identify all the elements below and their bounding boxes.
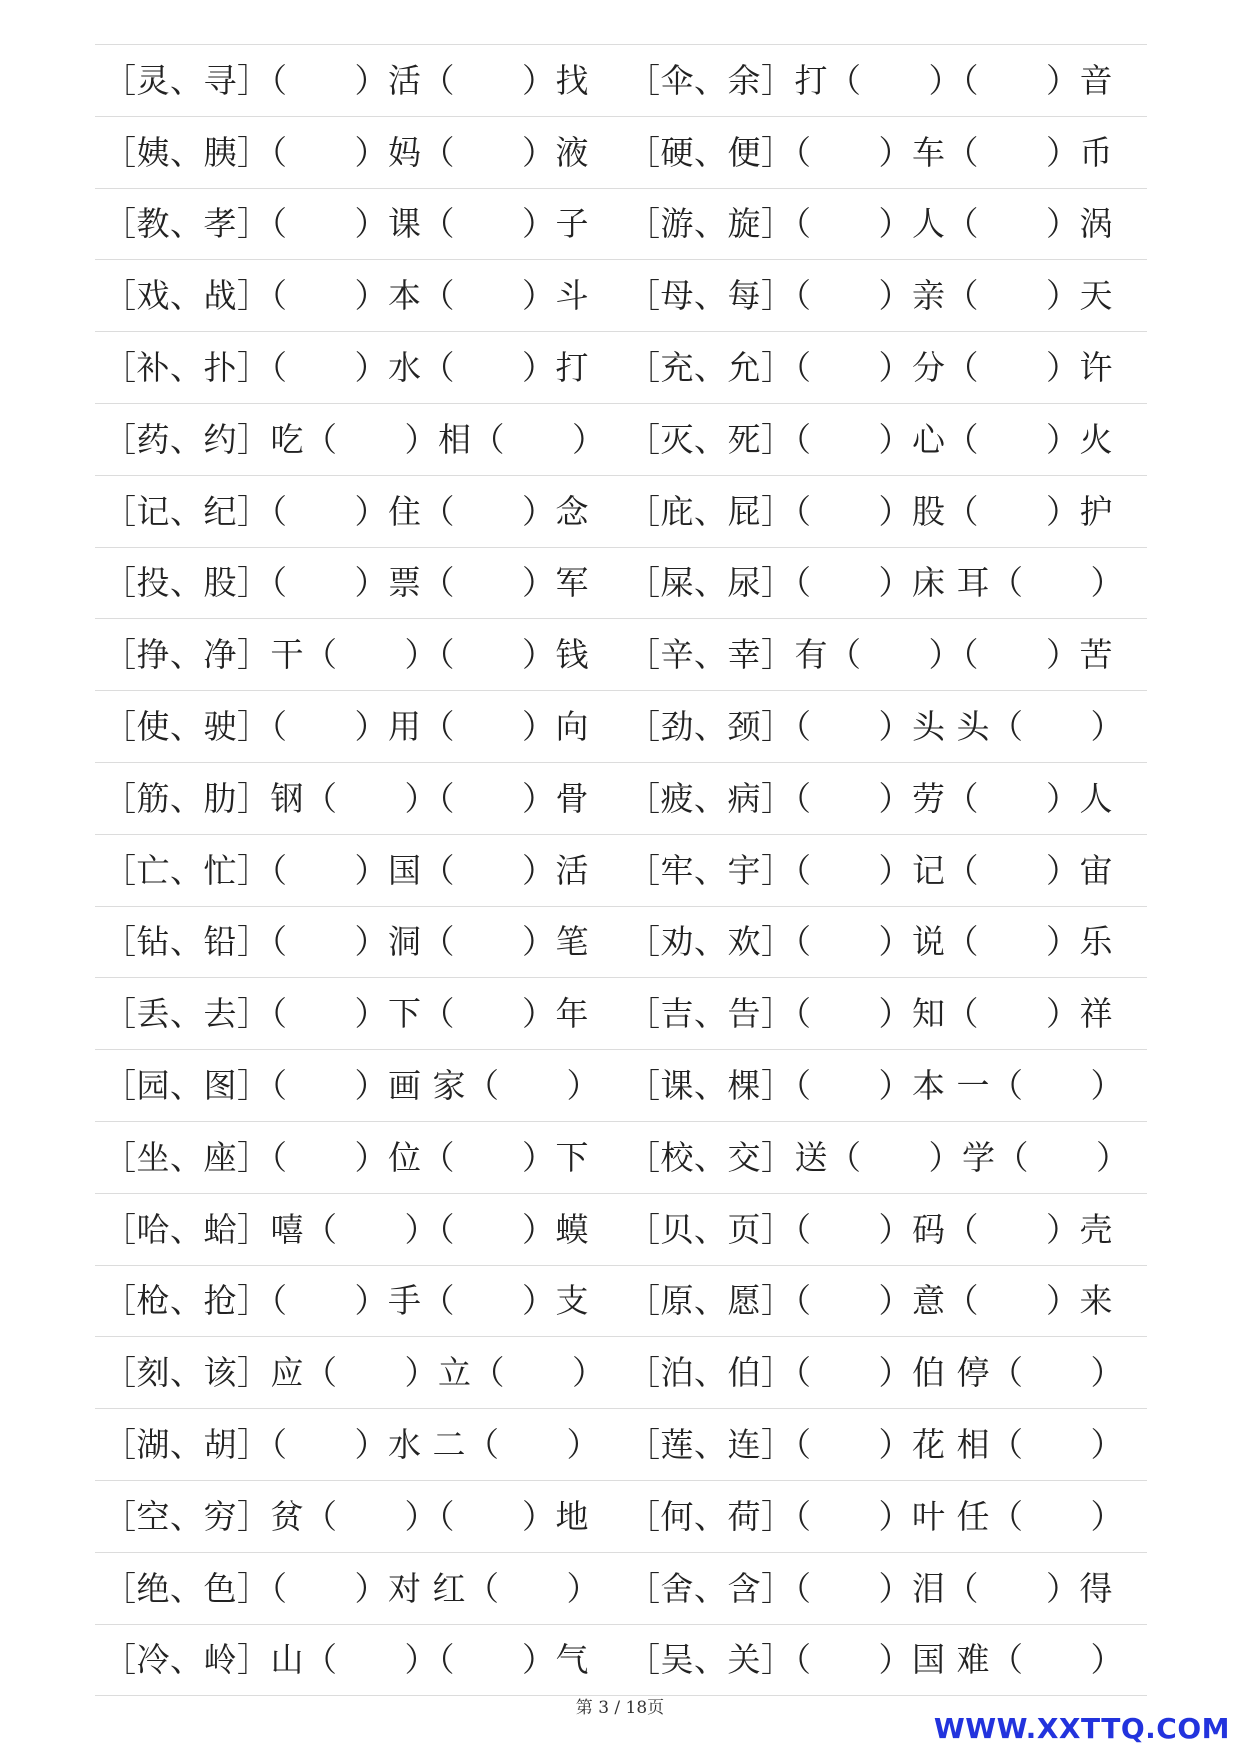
exercise-row [95, 476, 1147, 548]
exercise-item-left: ［教、孝］（ ）课（ ）子 [103, 204, 589, 244]
exercise-item-left: ［冷、岭］山（ ）（ ）气 [103, 1640, 589, 1680]
exercise-row [95, 260, 1147, 332]
exercise-item-right: ［疲、病］（ ）劳（ ）人 [627, 778, 1113, 818]
exercise-row [95, 1409, 1147, 1481]
exercise-row [95, 763, 1147, 835]
exercise-item-right: ［原、愿］（ ）意（ ）来 [627, 1281, 1113, 1321]
exercise-item-left: ［绝、色］（ ）对 红（ ） [103, 1568, 600, 1608]
exercise-row [95, 619, 1147, 691]
exercise-item-right: ［硬、便］（ ）车（ ）币 [627, 132, 1113, 172]
exercise-row [95, 1625, 1147, 1697]
exercise-item-right: ［课、棵］（ ）本 一（ ） [627, 1066, 1124, 1106]
exercise-item-right: ［牢、宇］（ ）记（ ）宙 [627, 850, 1113, 890]
page-number: 第 3 / 18页 [575, 1698, 665, 1718]
exercise-item-left: ［戏、战］（ ）本（ ）斗 [103, 276, 589, 316]
exercise-row [95, 1337, 1147, 1409]
exercise-row [95, 1122, 1147, 1194]
exercise-item-right: ［伞、余］打（ ）（ ）音 [627, 60, 1113, 100]
exercise-row [95, 45, 1147, 117]
exercise-row [95, 1481, 1147, 1553]
exercise-item-left: ［筋、肋］钢（ ）（ ）骨 [103, 778, 589, 818]
exercise-item-right: ［贝、页］（ ）码（ ）壳 [627, 1209, 1113, 1249]
exercise-item-right: ［劝、欢］（ ）说（ ）乐 [627, 922, 1113, 962]
exercise-item-left: ［灵、寻］（ ）活（ ）找 [103, 60, 589, 100]
exercise-row [95, 835, 1147, 907]
exercise-row [95, 1266, 1147, 1338]
exercise-row [95, 332, 1147, 404]
exercise-item-right: ［灭、死］（ ）心（ ）火 [627, 419, 1113, 459]
exercise-item-left: ［刻、该］应（ ）立（ ） [103, 1353, 606, 1393]
exercise-item-left: ［药、约］吃（ ）相（ ） [103, 419, 606, 459]
exercise-row [95, 117, 1147, 189]
exercise-item-right: ［充、允］（ ）分（ ）许 [627, 348, 1113, 388]
exercise-row [95, 907, 1147, 979]
exercise-item-right: ［泊、伯］（ ）伯 停（ ） [627, 1353, 1124, 1393]
exercise-item-left: ［投、股］（ ）票（ ）军 [103, 563, 589, 603]
exercise-item-left: ［枪、抢］（ ）手（ ）支 [103, 1281, 589, 1321]
exercise-row [95, 1553, 1147, 1625]
exercise-item-right: ［屎、尿］（ ）床 耳（ ） [627, 563, 1124, 603]
exercise-row [95, 978, 1147, 1050]
exercise-item-right: ［庇、屁］（ ）股（ ）护 [627, 491, 1113, 531]
exercise-item-right: ［游、旋］（ ）人（ ）涡 [627, 204, 1113, 244]
exercise-item-right: ［校、交］送（ ）学（ ） [627, 1137, 1130, 1177]
exercise-row [95, 404, 1147, 476]
exercise-row [95, 691, 1147, 763]
exercise-item-right: ［舍、含］（ ）泪（ ）得 [627, 1568, 1113, 1608]
exercise-item-left: ［补、扑］（ ）水（ ）打 [103, 348, 589, 388]
exercise-item-right: ［吉、告］（ ）知（ ）祥 [627, 994, 1113, 1034]
exercise-item-left: ［空、穷］贫（ ）（ ）地 [103, 1496, 589, 1536]
exercise-item-left: ［记、纪］（ ）住（ ）念 [103, 491, 589, 531]
exercise-item-left: ［钻、铅］（ ）洞（ ）笔 [103, 922, 589, 962]
exercise-rows [95, 45, 1147, 1696]
exercise-row [95, 1050, 1147, 1122]
exercise-item-left: ［哈、蛤］嘻（ ）（ ）蟆 [103, 1209, 589, 1249]
exercise-item-right: ［吴、关］（ ）国 难（ ） [627, 1640, 1124, 1680]
exercise-item-left: ［挣、净］干（ ）（ ）钱 [103, 635, 589, 675]
exercise-row [95, 189, 1147, 261]
exercise-item-left: ［使、驶］（ ）用（ ）向 [103, 707, 589, 747]
exercise-item-right: ［何、荷］（ ）叶 任（ ） [627, 1496, 1124, 1536]
exercise-item-right: ［莲、连］（ ）花 相（ ） [627, 1425, 1124, 1465]
exercise-item-right: ［母、每］（ ）亲（ ）天 [627, 276, 1113, 316]
exercise-row [95, 548, 1147, 620]
exercise-item-left: ［亡、忙］（ ）国（ ）活 [103, 850, 589, 890]
exercise-item-left: ［坐、座］（ ）位（ ）下 [103, 1137, 589, 1177]
exercise-row [95, 1194, 1147, 1266]
site-watermark: WWW.XXTTQ.COM [933, 1712, 1230, 1745]
exercise-item-right: ［劲、颈］（ ）头 头（ ） [627, 707, 1124, 747]
exercise-item-left: ［丢、去］（ ）下（ ）年 [103, 994, 589, 1034]
exercise-item-right: ［辛、幸］有（ ）（ ）苦 [627, 635, 1113, 675]
exercise-item-left: ［园、图］（ ）画 家（ ） [103, 1066, 600, 1106]
exercise-item-left: ［姨、胰］（ ）妈（ ）液 [103, 132, 589, 172]
exercise-item-left: ［湖、胡］（ ）水 二（ ） [103, 1425, 600, 1465]
